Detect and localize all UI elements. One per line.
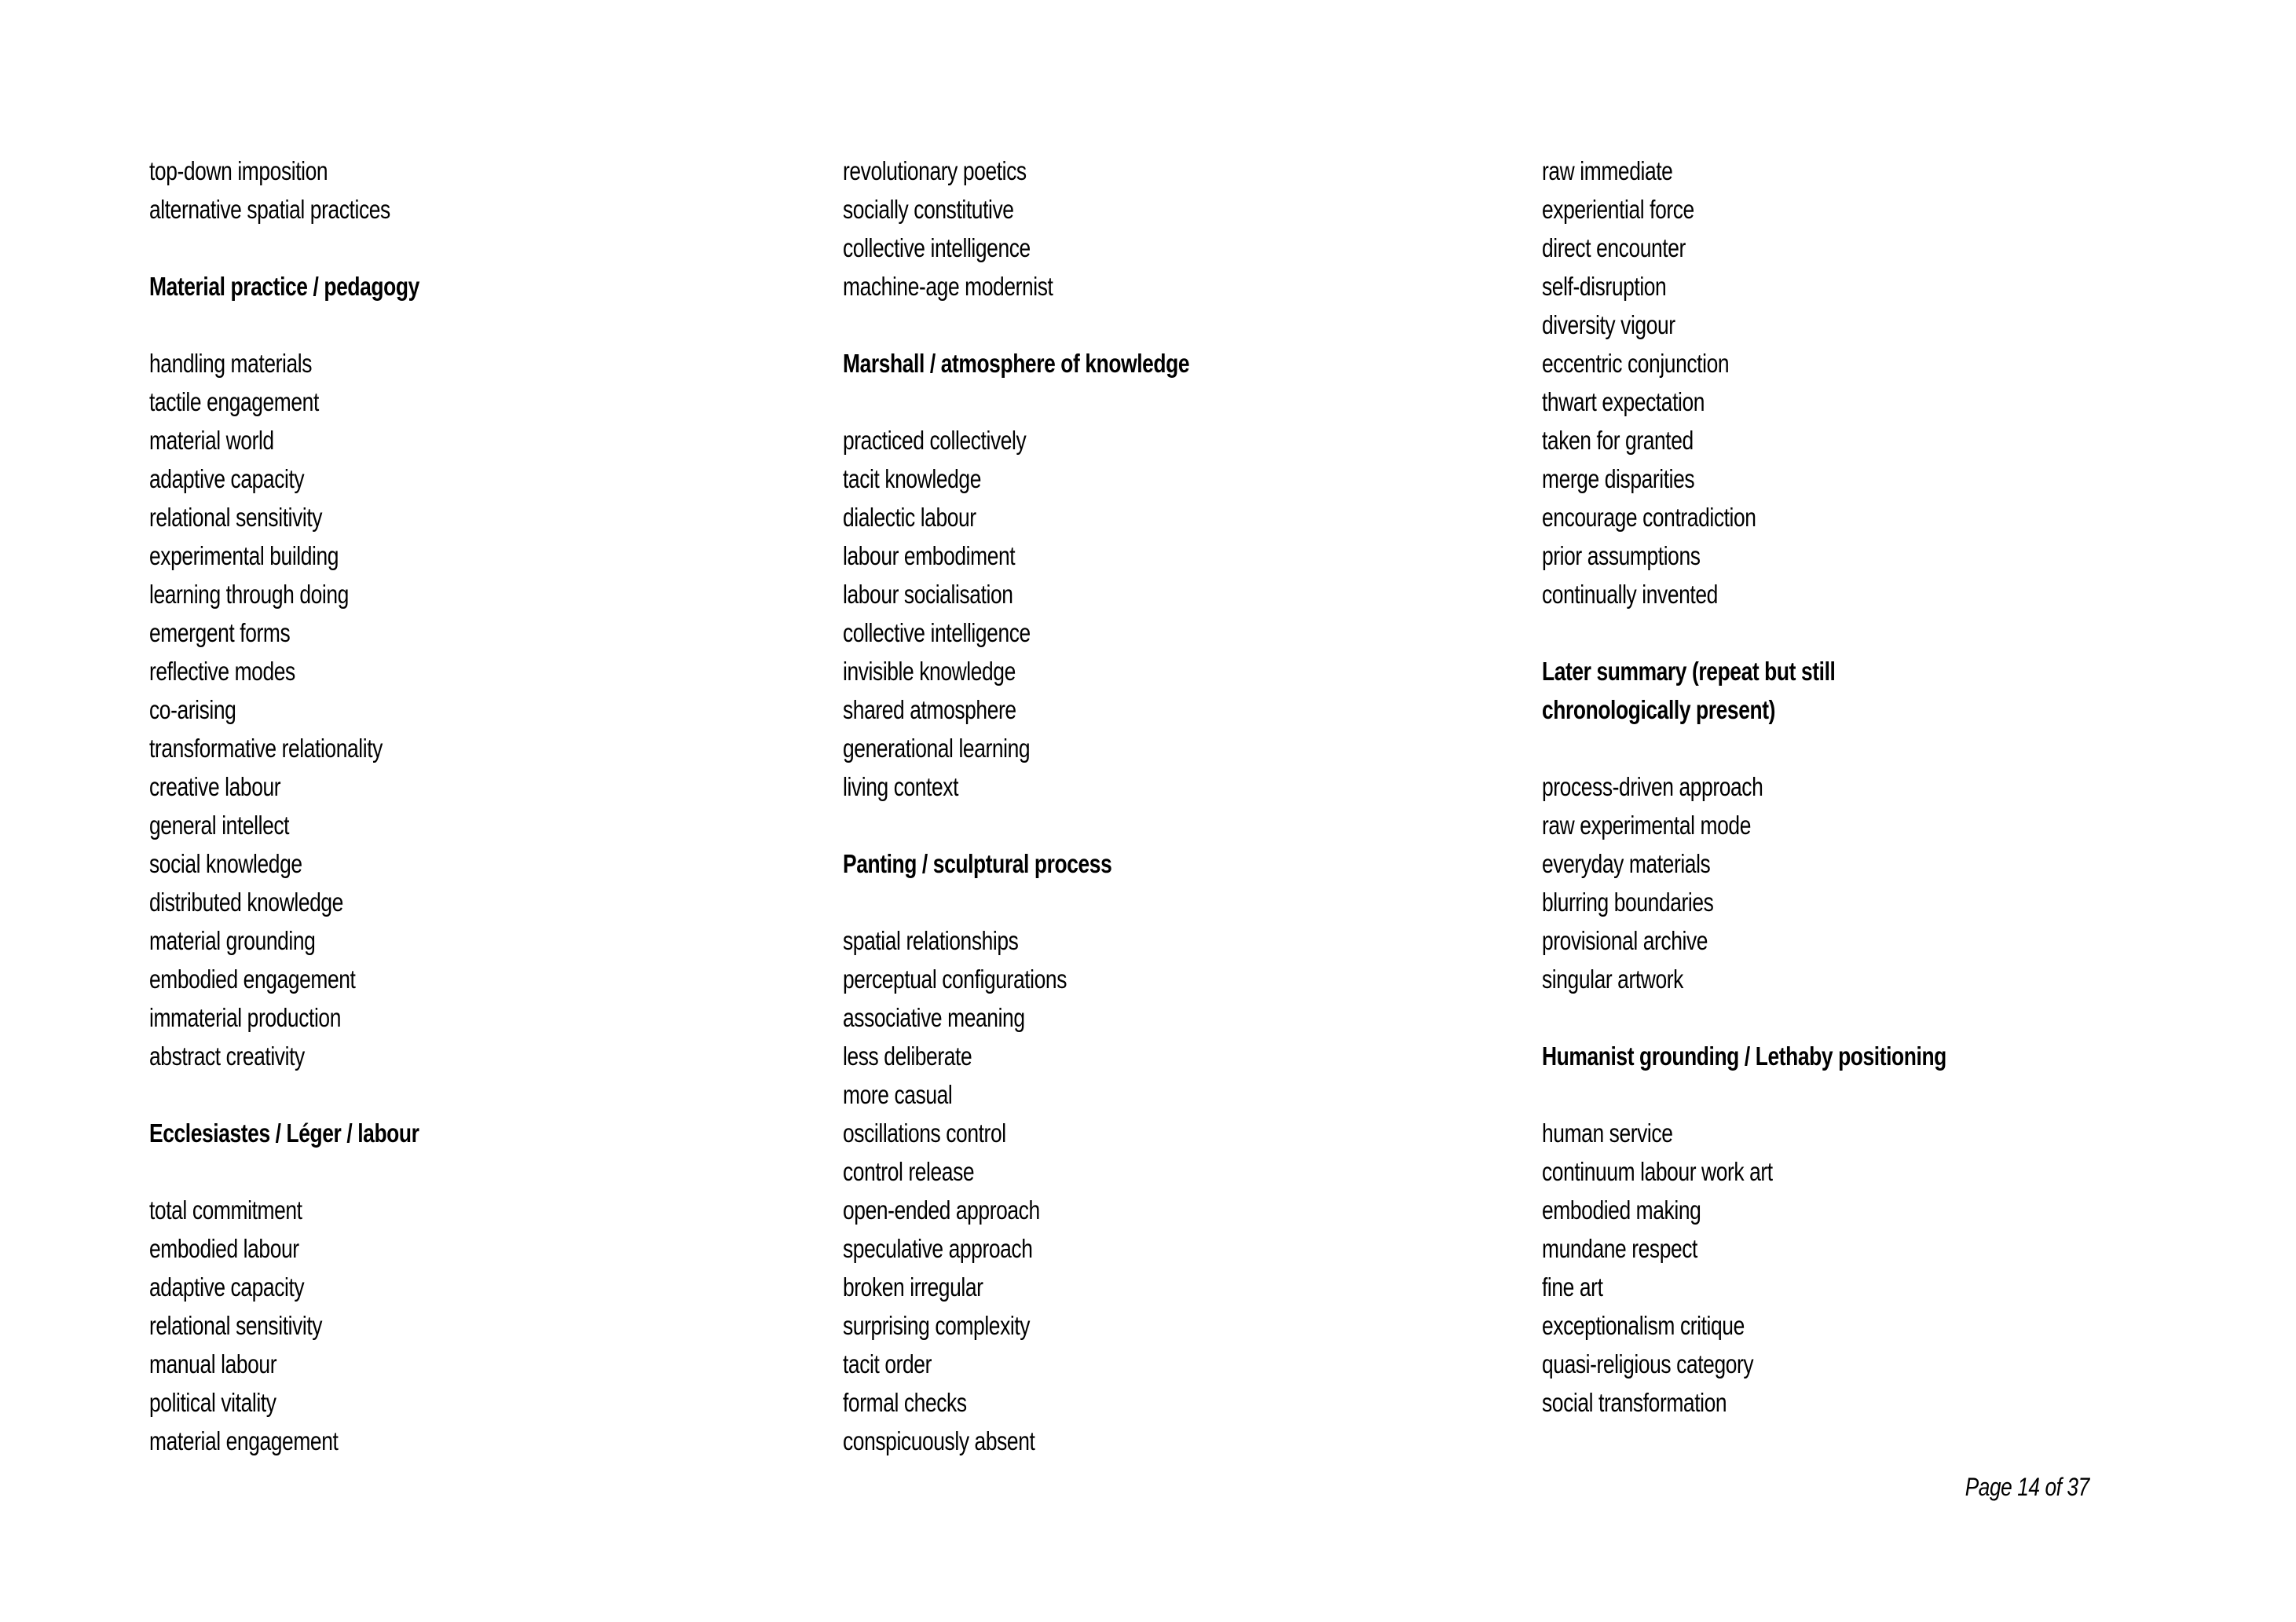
page-number: Page 14 of 37: [1965, 1473, 2089, 1501]
text-line: encourage contradiction: [1542, 503, 1756, 532]
text-line: direct encounter: [1542, 233, 1686, 262]
text-line: perceptual configurations: [843, 965, 1067, 994]
text-line: diversity vigour: [1542, 310, 1675, 339]
text-line: more casual: [843, 1080, 953, 1109]
text-line: surprising complexity: [843, 1311, 1031, 1340]
text-line: formal checks: [843, 1388, 967, 1417]
blank-line: [843, 383, 1189, 421]
text-line: invisible knowledge: [843, 657, 1016, 686]
text-line: embodied engagement: [149, 965, 356, 994]
section-heading: Material practice / pedagogy: [149, 272, 419, 301]
blank-line: [843, 883, 1189, 921]
text-line: mundane respect: [1542, 1234, 1697, 1263]
text-line: embodied making: [1542, 1195, 1701, 1225]
text-line: spatial relationships: [843, 926, 1019, 955]
section-heading: Humanist grounding / Lethaby positioning: [1542, 1042, 1946, 1071]
column-3: [1542, 152, 1946, 1422]
text-line: learning through doing: [149, 580, 349, 609]
text-line: self-disruption: [1542, 272, 1667, 301]
text-line: social knowledge: [149, 849, 302, 878]
section-heading: Ecclesiastes / Léger / labour: [149, 1119, 419, 1148]
text-line: co-arising: [149, 695, 236, 724]
blank-line: [1542, 1075, 1946, 1114]
text-line: experimental building: [149, 541, 339, 570]
text-line: blurring boundaries: [1542, 888, 1714, 917]
text-line: general intellect: [149, 811, 290, 840]
text-line: speculative approach: [843, 1234, 1033, 1263]
text-line: political vitality: [149, 1388, 276, 1417]
section-heading: Later summary (repeat but still: [1542, 657, 1836, 686]
text-line: collective intelligence: [843, 618, 1031, 647]
text-line: fine art: [1542, 1272, 1603, 1302]
text-line: socially constitutive: [843, 195, 1014, 224]
text-line: dialectic labour: [843, 503, 976, 532]
blank-line: [149, 306, 419, 344]
text-line: material world: [149, 426, 274, 455]
text-line: practiced collectively: [843, 426, 1027, 455]
text-line: total commitment: [149, 1195, 302, 1225]
text-line: prior assumptions: [1542, 541, 1701, 570]
section-heading: Marshall / atmosphere of knowledge: [843, 349, 1190, 378]
text-line: living context: [843, 772, 959, 801]
section-heading: chronologically present): [1542, 695, 1775, 724]
text-line: continuum labour work art: [1542, 1157, 1773, 1186]
text-line: open-ended approach: [843, 1195, 1040, 1225]
blank-line: [843, 806, 1189, 844]
text-line: relational sensitivity: [149, 503, 323, 532]
text-line: raw experimental mode: [1542, 811, 1751, 840]
text-line: exceptionalism critique: [1542, 1311, 1745, 1340]
text-line: generational learning: [843, 734, 1031, 763]
text-line: creative labour: [149, 772, 281, 801]
text-line: immaterial production: [149, 1003, 341, 1032]
text-line: associative meaning: [843, 1003, 1025, 1032]
text-line: collective intelligence: [843, 233, 1031, 262]
text-line: handling materials: [149, 349, 313, 378]
text-line: transformative relationality: [149, 734, 383, 763]
blank-line: [1542, 729, 1946, 767]
text-line: social transformation: [1542, 1388, 1727, 1417]
text-line: labour socialisation: [843, 580, 1013, 609]
text-line: process-driven approach: [1542, 772, 1763, 801]
text-line: conspicuously absent: [843, 1426, 1035, 1455]
text-line: less deliberate: [843, 1042, 972, 1071]
text-line: tacit order: [843, 1349, 932, 1379]
text-line: abstract creativity: [149, 1042, 305, 1071]
text-line: relational sensitivity: [149, 1311, 323, 1340]
text-line: tacit knowledge: [843, 464, 981, 493]
text-line: quasi-religious category: [1542, 1349, 1754, 1379]
section-heading: Panting / sculptural process: [843, 849, 1112, 878]
text-line: top-down imposition: [149, 156, 328, 185]
text-line: alternative spatial practices: [149, 195, 390, 224]
blank-line: [149, 229, 419, 267]
text-line: taken for granted: [1542, 426, 1694, 455]
text-line: adaptive capacity: [149, 1272, 305, 1302]
text-line: distributed knowledge: [149, 888, 343, 917]
text-line: human service: [1542, 1119, 1673, 1148]
text-line: oscillations control: [843, 1119, 1006, 1148]
text-line: merge disparities: [1542, 464, 1695, 493]
text-line: broken irregular: [843, 1272, 983, 1302]
column-2: [843, 152, 1189, 1460]
text-line: everyday materials: [1542, 849, 1711, 878]
text-line: shared atmosphere: [843, 695, 1016, 724]
text-line: control release: [843, 1157, 975, 1186]
text-line: manual labour: [149, 1349, 277, 1379]
blank-line: [1542, 998, 1946, 1037]
text-line: continually invented: [1542, 580, 1718, 609]
blank-line: [1542, 613, 1946, 652]
text-line: emergent forms: [149, 618, 291, 647]
text-line: raw immediate: [1542, 156, 1673, 185]
text-line: machine-age modernist: [843, 272, 1053, 301]
blank-line: [149, 1152, 419, 1191]
text-line: thwart expectation: [1542, 387, 1705, 416]
blank-line: [149, 1075, 419, 1114]
text-line: eccentric conjunction: [1542, 349, 1730, 378]
text-line: adaptive capacity: [149, 464, 305, 493]
column-1: [149, 152, 419, 1460]
text-line: tactile engagement: [149, 387, 319, 416]
text-line: revolutionary poetics: [843, 156, 1027, 185]
text-line: labour embodiment: [843, 541, 1016, 570]
text-line: experiential force: [1542, 195, 1694, 224]
blank-line: [843, 306, 1189, 344]
text-line: embodied labour: [149, 1234, 299, 1263]
text-line: material engagement: [149, 1426, 339, 1455]
text-line: material grounding: [149, 926, 316, 955]
text-line: provisional archive: [1542, 926, 1708, 955]
text-line: singular artwork: [1542, 965, 1683, 994]
text-line: reflective modes: [149, 657, 295, 686]
